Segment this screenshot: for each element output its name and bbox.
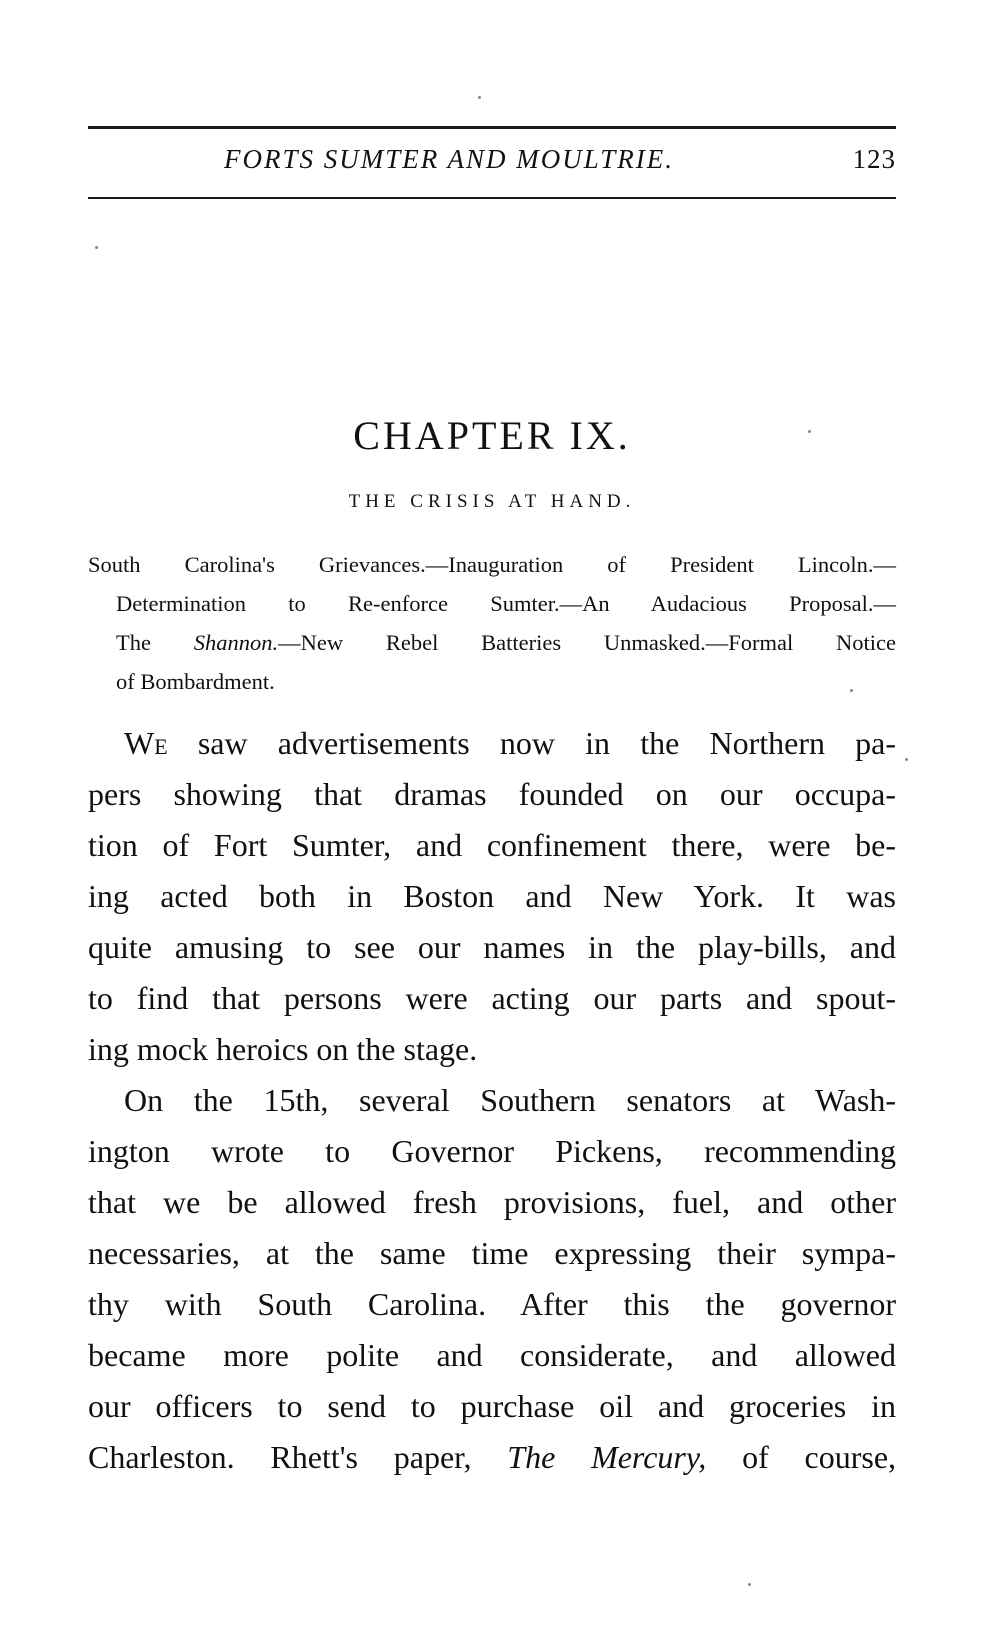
paragraph-2-line: thy with South Carolina. After this the governor — [88, 1286, 896, 1322]
synopsis-line — [88, 623, 896, 662]
newspaper-title: The Mercury, — [507, 1439, 707, 1475]
synopsis-line: South Carolina's Grievances.—Inauguration of President Lincoln.— — [88, 552, 896, 577]
header-bottom-rule — [88, 197, 896, 199]
synopsis-text: The — [116, 630, 194, 655]
paragraph-1-line: quite amusing to see our names in the play-bills, and — [88, 929, 896, 965]
chapter-subtitle: THE CRISIS AT HAND. — [348, 491, 636, 512]
paragraph-1-line: to find that persons were acting our parts and spout- — [88, 980, 896, 1016]
synopsis-text: —New Rebel Batteries Unmasked.—Formal Notice — [278, 630, 896, 655]
running-title: FORTS SUMTER AND MOULTRIE. — [224, 144, 674, 174]
paper-speck — [95, 246, 98, 249]
page-number: 123 — [852, 144, 896, 174]
synopsis-line: Determination to Re-enforce Sumter.—An Audacious Proposal.— — [116, 591, 896, 616]
running-head — [88, 140, 896, 184]
paragraph-2-line: necessaries, at the same time expressing their sympa- — [88, 1235, 896, 1271]
paragraph-1-line: ing mock heroics on the stage. — [88, 1031, 478, 1067]
text-run: of course, — [706, 1439, 897, 1475]
paper-speck — [850, 689, 853, 692]
paper-speck — [905, 758, 908, 761]
paper-speck — [478, 96, 481, 99]
paragraph-1-line: pers showing that dramas founded on our occupa- — [88, 776, 896, 812]
paragraph-1-line — [88, 718, 896, 769]
body-text — [88, 718, 896, 1483]
header-top-rule — [88, 126, 896, 129]
paragraph-2-line: On the 15th, several Southern senators at Wash- — [124, 1082, 896, 1118]
paragraph-2-line — [88, 1432, 896, 1483]
text-run: Charleston. Rhett's paper, — [88, 1439, 508, 1475]
paragraph-2-line: that we be allowed fresh provisions, fuel, and other — [88, 1184, 896, 1220]
paper-speck — [808, 430, 811, 433]
paragraph-2-line: became more polite and considerate, and allowed — [88, 1337, 896, 1373]
paragraph-2-line: ington wrote to Governor Pickens, recommending — [88, 1133, 896, 1169]
paragraph-1-line: ing acted both in Boston and New York. It was — [88, 878, 896, 914]
synopsis-ship-name: Shannon. — [193, 630, 279, 655]
chapter-synopsis — [88, 545, 896, 701]
chapter-title: CHAPTER IX. — [353, 413, 631, 458]
text-run: saw advertisements now in the Northern pa- — [167, 725, 896, 761]
paper-speck — [748, 1583, 751, 1586]
paragraph-2-line: our officers to send to purchase oil and groceries in — [88, 1388, 896, 1424]
opening-word: We — [124, 725, 168, 761]
paragraph-1-line: tion of Fort Sumter, and confinement there, were be- — [88, 827, 896, 863]
synopsis-line: of Bombardment. — [116, 669, 275, 694]
